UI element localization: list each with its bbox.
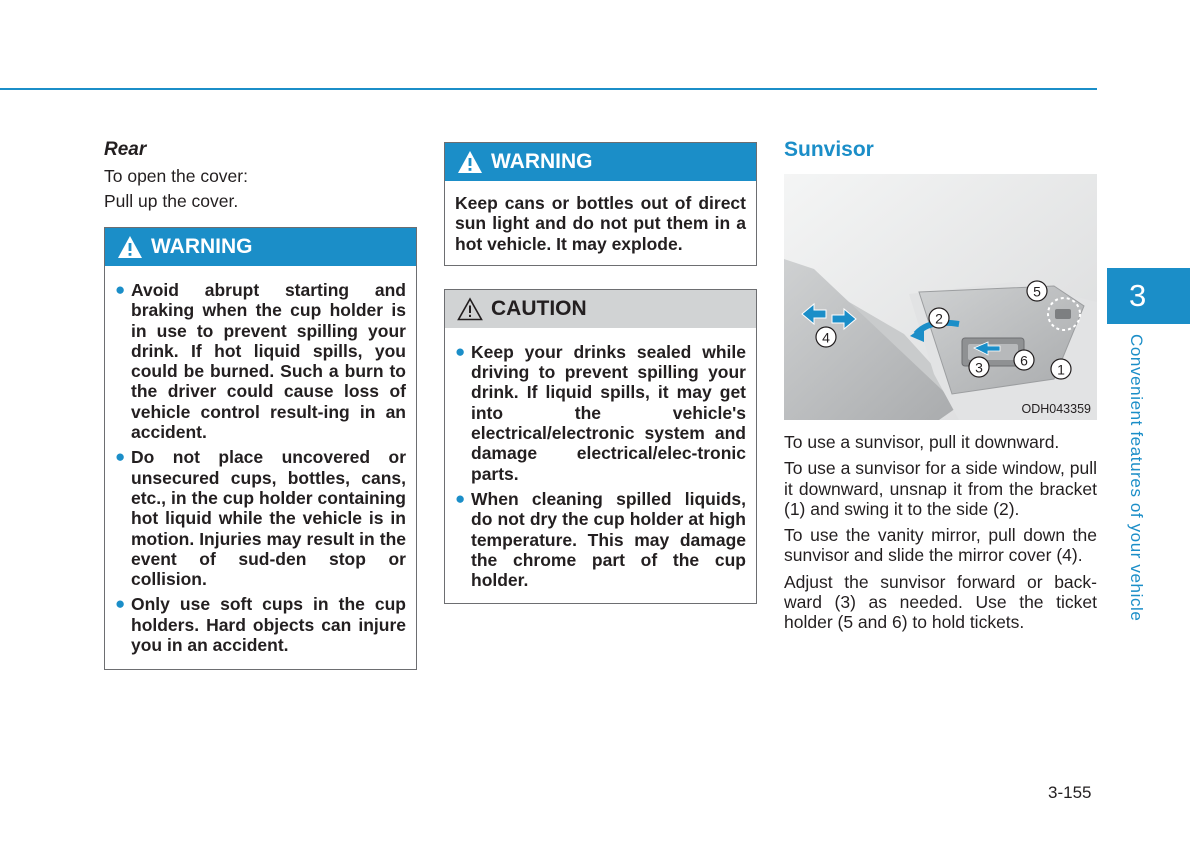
paragraph: To use a sunvisor, pull it downward. [784,432,1060,452]
paragraph: Adjust the sunvisor forward or back-ward (3) as needed. Use the ticket holder (5 and 6) to hold tickets. [784,571,1097,633]
header-rule [0,88,1097,90]
caution-box [444,289,757,605]
chapter-title: Convenient features of your vehicle [1127,334,1146,622]
warning-box [104,227,417,670]
warning-header [105,228,416,266]
column-left [104,138,417,670]
callout-6: 6 [1020,352,1028,369]
caution-triangle-icon [457,297,483,321]
sunvisor-illustration [784,174,1097,420]
chapter-number: 3 [1129,278,1147,313]
caution-heading: CAUTION [491,296,587,320]
list-item: ● Only use soft cups in the cup holders. Hard objects can injure you in an accident. [115,594,406,656]
warning-triangle-icon [117,235,143,259]
warning-triangle-icon [457,150,483,174]
paragraph: To use the vanity mirror, pull down the sunvisor and slide the mirror cover (4). [784,525,1097,566]
section-heading-rear: Rear [104,139,147,160]
bullet-icon: ● [115,280,126,299]
paragraph: To use a sunvisor for a side window, pull it downward, unsnap it from the bracket (1) and swing it to the side (2). [784,458,1097,519]
column-right [784,138,1097,639]
instruction-line: Pull up the cover. [104,191,239,211]
sunvisor-instructions [784,432,1097,633]
bullet-icon: ● [115,594,126,614]
warning-heading: WARNING [491,150,593,173]
list-item: ● Keep your drinks sealed while driving to prevent spilling your drink. If liquid spills, it may get into the vehicle's electrical/electronic system and damage electrical/elec-tronic parts. [455,341,746,484]
sunvisor-drawing [784,174,1097,420]
warning-box [444,142,757,266]
bullet-icon: ● [455,341,466,361]
figure-code: ODH043359 [1021,402,1091,416]
page-number: 3-155 [1048,783,1092,802]
warning-text: Keep cans or bottles out of direct sun light and do not put them in a hot vehicle. It may explode. [455,193,746,254]
callout-2: 2 [935,310,943,327]
warning-list [115,280,406,655]
warning-heading: WARNING [151,235,253,258]
list-item: ● Avoid abrupt starting and braking when the cup holder is in use to prevent spilling your drink. If hot liquid spills, you could be burned. Such a burn to the driver could cause loss of vehicle control result-ing in an accident. [115,280,406,443]
callout-1: 1 [1057,361,1065,378]
callout-3: 3 [975,359,983,376]
bullet-icon: ● [115,447,126,467]
caution-header [445,290,756,328]
callout-5: 5 [1033,283,1041,300]
instruction-line: To open the cover: [104,166,248,186]
chapter-tab [1107,268,1190,324]
callout-4: 4 [822,329,830,346]
caution-list [455,342,746,591]
section-heading-sunvisor: Sunvisor [784,138,874,161]
warning-header [445,143,756,181]
list-item: ● Do not place uncovered or unsecured cups, bottles, cans, etc., in the cup holder containing hot liquid while the vehicle is in motion. Injuries may result in the event of sud-den stop or collision. [115,447,406,590]
bullet-icon: ● [455,488,466,508]
list-item: ● When cleaning spilled liquids, do not dry the cup holder at high temperature. This may damage the chrome part of the cup holder. [455,488,746,591]
column-middle [444,142,757,604]
